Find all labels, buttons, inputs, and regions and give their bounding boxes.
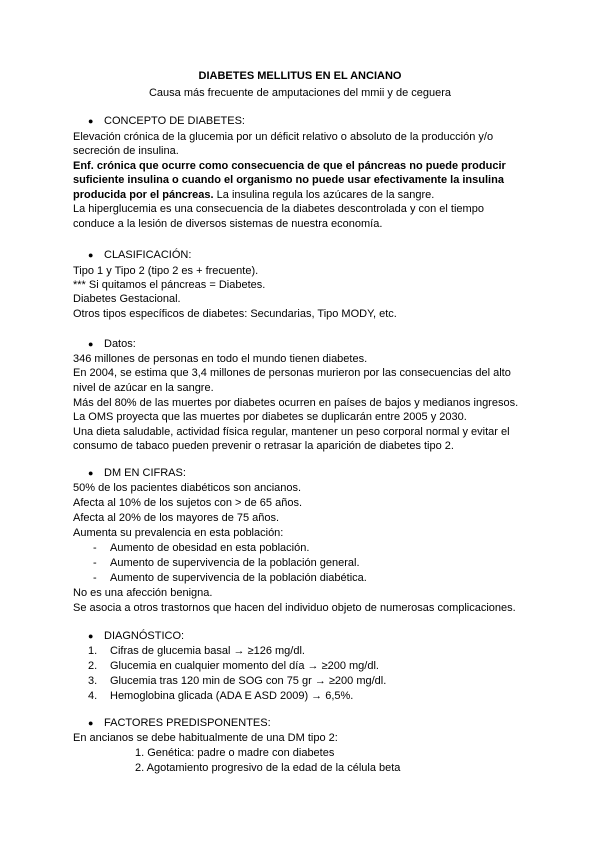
section-heading-diagnostico: DIAGNÓSTICO: xyxy=(104,630,185,642)
list-number: 4. xyxy=(88,690,98,702)
list-number: 1. xyxy=(88,645,98,657)
paragraph-line: Elevación crónica de la glucemia por un déficit relativo o absoluto de la producción y/o xyxy=(73,131,494,143)
paragraph-line: Diabetes Gestacional. xyxy=(73,293,181,305)
section-heading-cifras: DM EN CIFRAS: xyxy=(104,467,186,479)
section-heading-datos: Datos: xyxy=(104,338,136,350)
paragraph-line: nivel de azúcar en la sangre. xyxy=(73,382,214,394)
section-heading-clasificacion: CLASIFICACIÓN: xyxy=(104,249,192,261)
bullet-icon: ● xyxy=(88,468,94,478)
document-title: DIABETES MELLITUS EN EL ANCIANO xyxy=(198,70,402,82)
paragraph-line: Tipo 1 y Tipo 2 (tipo 2 es + frecuente). xyxy=(73,265,259,277)
dash-list-item: Aumento de obesidad en esta población. xyxy=(110,542,310,554)
section-heading-factores: FACTORES PREDISPONENTES: xyxy=(104,717,271,729)
paragraph-line: No es una afección benigna. xyxy=(73,587,213,599)
normal-fragment: La insulina regula los azúcares de la sangre. xyxy=(213,189,435,201)
paragraph-line-bold: suficiente insulina o cuando el organismo no puede usar efectivamente la insulina xyxy=(73,174,504,186)
paragraph-line: Se asocia a otros trastornos que hacen del individuo objeto de numerosas complicaciones. xyxy=(73,602,516,614)
paragraph-line: Más del 80% de las muertes por diabetes ocurren en países de bajos y medianos ingresos. xyxy=(73,397,519,409)
paragraph-line: 50% de los pacientes diabéticos son ancianos. xyxy=(73,482,302,494)
dash-marker: - xyxy=(93,572,97,584)
paragraph-line: Afecta al 10% de los sujetos con > de 65 años. xyxy=(73,497,303,509)
paragraph-line: consumo de tabaco pueden prevenir o retrasar la aparición de diabetes tipo 2. xyxy=(73,440,454,452)
paragraph-line: *** Si quitamos el páncreas = Diabetes. xyxy=(73,279,266,291)
bullet-icon: ● xyxy=(88,250,94,260)
paragraph-line-bold: Enf. crónica que ocurre como consecuencia de que el páncreas no puede producir xyxy=(73,160,506,172)
paragraph-line: 346 millones de personas en todo el mundo tienen diabetes. xyxy=(73,353,368,365)
paragraph-line-mixed xyxy=(73,188,434,202)
dash-list-item: Aumento de supervivencia de la población diabética. xyxy=(110,572,367,584)
numbered-list-item: Hemoglobina glicada (ADA E ASD 2009) → 6,5%. xyxy=(110,690,354,702)
paragraph-line: En ancianos se debe habitualmente de una DM tipo 2: xyxy=(73,732,338,744)
bold-fragment: producida por el páncreas. xyxy=(73,189,214,201)
paragraph-line: secreción de insulina. xyxy=(73,145,179,157)
paragraph-line: conduce a la lesión de diversos sistemas de nuestra economía. xyxy=(73,218,383,230)
paragraph-line: Una dieta saludable, actividad física regular, mantener un peso corporal normal y evitar el xyxy=(73,426,510,438)
list-number: 3. xyxy=(88,675,98,687)
paragraph-line: La hiperglucemia es una consecuencia de la diabetes descontrolada y con el tiempo xyxy=(73,203,484,215)
dash-marker: - xyxy=(93,557,97,569)
document-subtitle: Causa más frecuente de amputaciones del mmii y de ceguera xyxy=(148,87,452,99)
list-number: 2. xyxy=(88,660,98,672)
bullet-icon: ● xyxy=(88,631,94,641)
section-heading-concepto: CONCEPTO DE DIABETES: xyxy=(104,115,245,127)
bullet-icon: ● xyxy=(88,718,94,728)
paragraph-line: La OMS proyecta que las muertes por diabetes se duplicarán entre 2005 y 2030. xyxy=(73,411,467,423)
paragraph-line: Otros tipos específicos de diabetes: Secundarias, Tipo MODY, etc. xyxy=(73,308,397,320)
dash-marker: - xyxy=(93,542,97,554)
dash-list-item: Aumento de supervivencia de la población general. xyxy=(110,557,360,569)
paragraph-line: Afecta al 20% de los mayores de 75 años. xyxy=(73,512,280,524)
indented-list-item: 1. Genética: padre o madre con diabetes xyxy=(135,747,335,759)
numbered-list-item: Glucemia en cualquier momento del día → ≥200 mg/dl. xyxy=(110,660,379,672)
numbered-list-item: Cifras de glucemia basal → ≥126 mg/dl. xyxy=(110,645,305,657)
indented-list-item: 2. Agotamiento progresivo de la edad de la célula beta xyxy=(135,762,401,774)
paragraph-line: En 2004, se estima que 3,4 millones de personas murieron por las consecuencias del alto xyxy=(73,367,511,379)
bullet-icon: ● xyxy=(88,116,94,126)
bullet-icon: ● xyxy=(88,339,94,349)
numbered-list-item: Glucemia tras 120 min de SOG con 75 gr → ≥200 mg/dl. xyxy=(110,675,387,687)
paragraph-line: Aumenta su prevalencia en esta población: xyxy=(73,527,284,539)
